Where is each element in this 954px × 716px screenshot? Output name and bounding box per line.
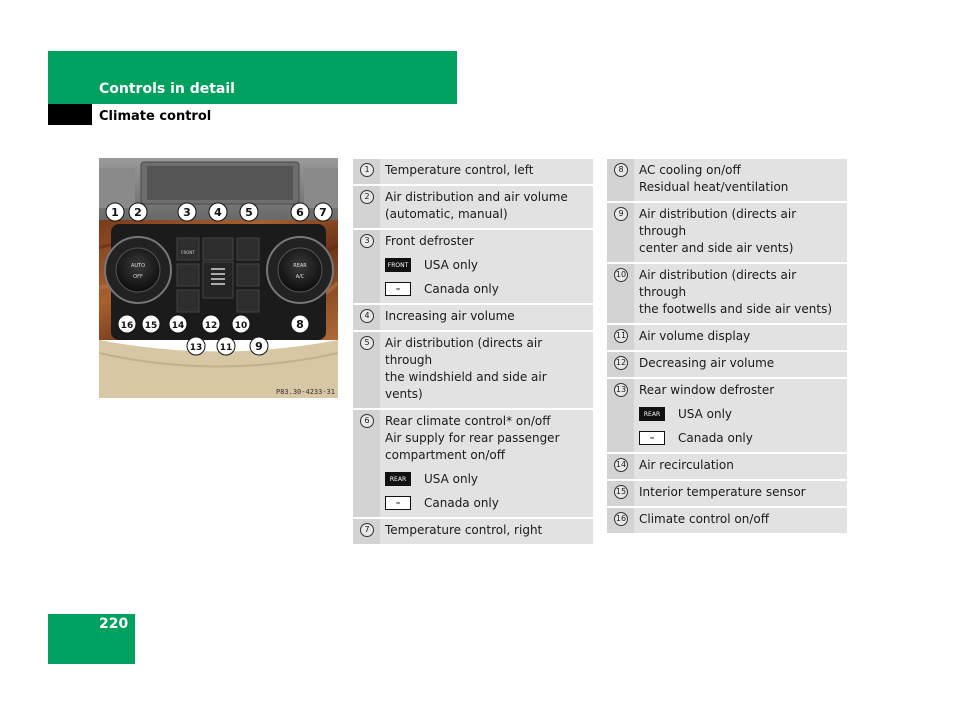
legend-text: Air volume display xyxy=(639,329,751,343)
legend-text: Air distribution and air volume xyxy=(385,190,568,204)
legend-number-cell xyxy=(607,159,634,201)
legend-text: Air recirculation xyxy=(639,458,734,472)
legend-table-left xyxy=(353,158,593,546)
legend-text: Air distribution (directs air through xyxy=(385,336,543,367)
variant-label: Canada only xyxy=(678,430,753,445)
legend-variant xyxy=(385,470,560,488)
legend-number-cell xyxy=(607,325,634,350)
legend-number-cell xyxy=(607,454,634,479)
legend-description xyxy=(380,410,566,517)
legend-row xyxy=(607,203,847,264)
legend-text: Air distribution (directs air through xyxy=(639,207,797,238)
rear-defroster-usa-icon: REAR xyxy=(639,407,665,421)
legend-number-cell xyxy=(353,519,380,544)
photo-caption: P83.30-4233-31 xyxy=(275,388,335,396)
legend-row xyxy=(607,508,847,535)
variant-label: Canada only xyxy=(424,495,499,510)
legend-text: (automatic, manual) xyxy=(385,207,508,221)
legend-text: Climate control on/off xyxy=(639,512,770,526)
legend-row xyxy=(607,264,847,325)
callout-1: 1 xyxy=(111,206,119,219)
legend-number-cell xyxy=(353,186,380,228)
callout-9: 9 xyxy=(255,340,263,353)
legend-text: Rear window defroster xyxy=(639,383,775,397)
legend-text: Front defroster xyxy=(385,234,474,248)
legend-number: 1 xyxy=(360,163,374,177)
legend-row xyxy=(353,186,593,230)
subsection-title: Climate control xyxy=(99,109,212,124)
legend-table-right xyxy=(607,158,847,535)
panel-label-ac: A/C xyxy=(295,274,305,280)
legend-number: 7 xyxy=(360,523,374,537)
legend-row xyxy=(353,332,593,410)
callout-7: 7 xyxy=(319,206,327,219)
legend-row xyxy=(607,159,847,203)
panel-label-front: FRONT xyxy=(181,250,195,255)
legend-number-cell xyxy=(353,332,380,408)
legend-variant xyxy=(385,494,560,512)
rear-climate-usa-icon: REAR xyxy=(385,472,411,486)
legend-description xyxy=(380,305,521,330)
legend-text: compartment on/off xyxy=(385,448,506,462)
legend-number-cell xyxy=(607,264,634,323)
legend-number: 10 xyxy=(614,268,628,282)
legend-description xyxy=(634,508,775,533)
legend-row xyxy=(353,159,593,186)
section-title: Controls in detail xyxy=(99,81,235,97)
front-defroster-usa-icon: FRONT xyxy=(385,258,411,272)
legend-number: 16 xyxy=(614,512,628,526)
panel-label-rear: REAR xyxy=(293,263,307,269)
legend-text: Residual heat/ventilation xyxy=(639,180,789,194)
legend-number: 12 xyxy=(614,356,628,370)
legend-number: 9 xyxy=(614,207,628,221)
rear-defroster-canada-icon: ≈ xyxy=(639,431,665,445)
callout-12: 12 xyxy=(204,321,218,331)
panel-label-auto: AUTO xyxy=(130,263,146,269)
callout-6: 6 xyxy=(296,206,304,219)
legend-description xyxy=(634,379,780,452)
legend-number-cell xyxy=(607,379,634,452)
legend-description xyxy=(380,230,505,303)
legend-number-cell xyxy=(607,203,634,262)
legend-number-cell xyxy=(353,230,380,303)
legend-description xyxy=(380,186,574,228)
legend-description xyxy=(634,203,847,262)
rear-climate-canada-icon: ≈ xyxy=(385,496,411,510)
callout-15: 15 xyxy=(144,321,158,331)
legend-text: center and side air vents) xyxy=(639,241,794,255)
legend-row xyxy=(607,352,847,379)
legend-text: the windshield and side air vents) xyxy=(385,370,547,401)
legend-number-cell xyxy=(353,410,380,517)
legend-row xyxy=(607,379,847,454)
legend-row xyxy=(353,305,593,332)
legend-description xyxy=(634,264,847,323)
legend-row xyxy=(353,519,593,546)
callout-16: 16 xyxy=(120,321,134,331)
variant-label: Canada only xyxy=(424,281,499,296)
legend-text: Decreasing air volume xyxy=(639,356,775,370)
legend-description xyxy=(380,159,540,184)
variant-label: USA only xyxy=(424,257,479,272)
legend-number-cell xyxy=(607,481,634,506)
legend-text: Temperature control, right xyxy=(385,523,543,537)
callout-13: 13 xyxy=(189,343,203,353)
legend-row xyxy=(607,481,847,508)
legend-variant xyxy=(385,256,499,274)
legend-number-cell xyxy=(353,159,380,184)
legend-text: Interior temperature sensor xyxy=(639,485,806,499)
legend-row xyxy=(353,410,593,519)
legend-row xyxy=(353,230,593,305)
climate-control-illustration xyxy=(99,158,338,398)
legend-number: 6 xyxy=(360,414,374,428)
callout-8: 8 xyxy=(296,318,304,331)
callout-3: 3 xyxy=(183,206,191,219)
legend-variant xyxy=(385,280,499,298)
callout-4: 4 xyxy=(214,206,222,219)
legend-number: 11 xyxy=(614,329,628,343)
legend-number: 3 xyxy=(360,234,374,248)
legend-text: AC cooling on/off xyxy=(639,163,741,177)
variant-label: USA only xyxy=(678,406,733,421)
legend-text: Temperature control, left xyxy=(385,163,534,177)
legend-number-cell xyxy=(607,352,634,377)
legend-text: Rear climate control* on/off xyxy=(385,414,551,428)
legend-description xyxy=(634,454,740,479)
legend-text: Air distribution (directs air through xyxy=(639,268,797,299)
legend-number: 4 xyxy=(360,309,374,323)
legend-description xyxy=(634,159,794,201)
callout-10: 10 xyxy=(234,321,248,331)
climate-control-photo xyxy=(99,158,338,398)
legend-text: Air supply for rear passenger xyxy=(385,431,560,445)
callout-5: 5 xyxy=(245,206,253,219)
legend-number: 15 xyxy=(614,485,628,499)
legend-description xyxy=(380,519,548,544)
callout-14: 14 xyxy=(171,321,185,331)
callout-2: 2 xyxy=(134,206,142,219)
legend-variant xyxy=(639,429,774,447)
legend-number: 5 xyxy=(360,336,374,350)
legend-number: 8 xyxy=(614,163,628,177)
legend-row xyxy=(607,325,847,352)
legend-number-cell xyxy=(353,305,380,330)
legend-number: 2 xyxy=(360,190,374,204)
legend-description xyxy=(634,325,756,350)
legend-number-cell xyxy=(607,508,634,533)
section-tab-marker xyxy=(48,104,92,125)
legend-row xyxy=(607,454,847,481)
legend-description xyxy=(634,481,812,506)
legend-description xyxy=(380,332,593,408)
legend-variant xyxy=(639,405,774,423)
page-number: 220 xyxy=(99,616,129,632)
panel-label-off: OFF xyxy=(133,274,143,280)
legend-text: Increasing air volume xyxy=(385,309,515,323)
legend-description xyxy=(634,352,780,377)
variant-label: USA only xyxy=(424,471,479,486)
legend-text: the footwells and side air vents) xyxy=(639,302,833,316)
legend-number: 13 xyxy=(614,383,628,397)
callout-11: 11 xyxy=(219,343,233,353)
front-defroster-canada-icon: ≈ xyxy=(385,282,411,296)
legend-number: 14 xyxy=(614,458,628,472)
